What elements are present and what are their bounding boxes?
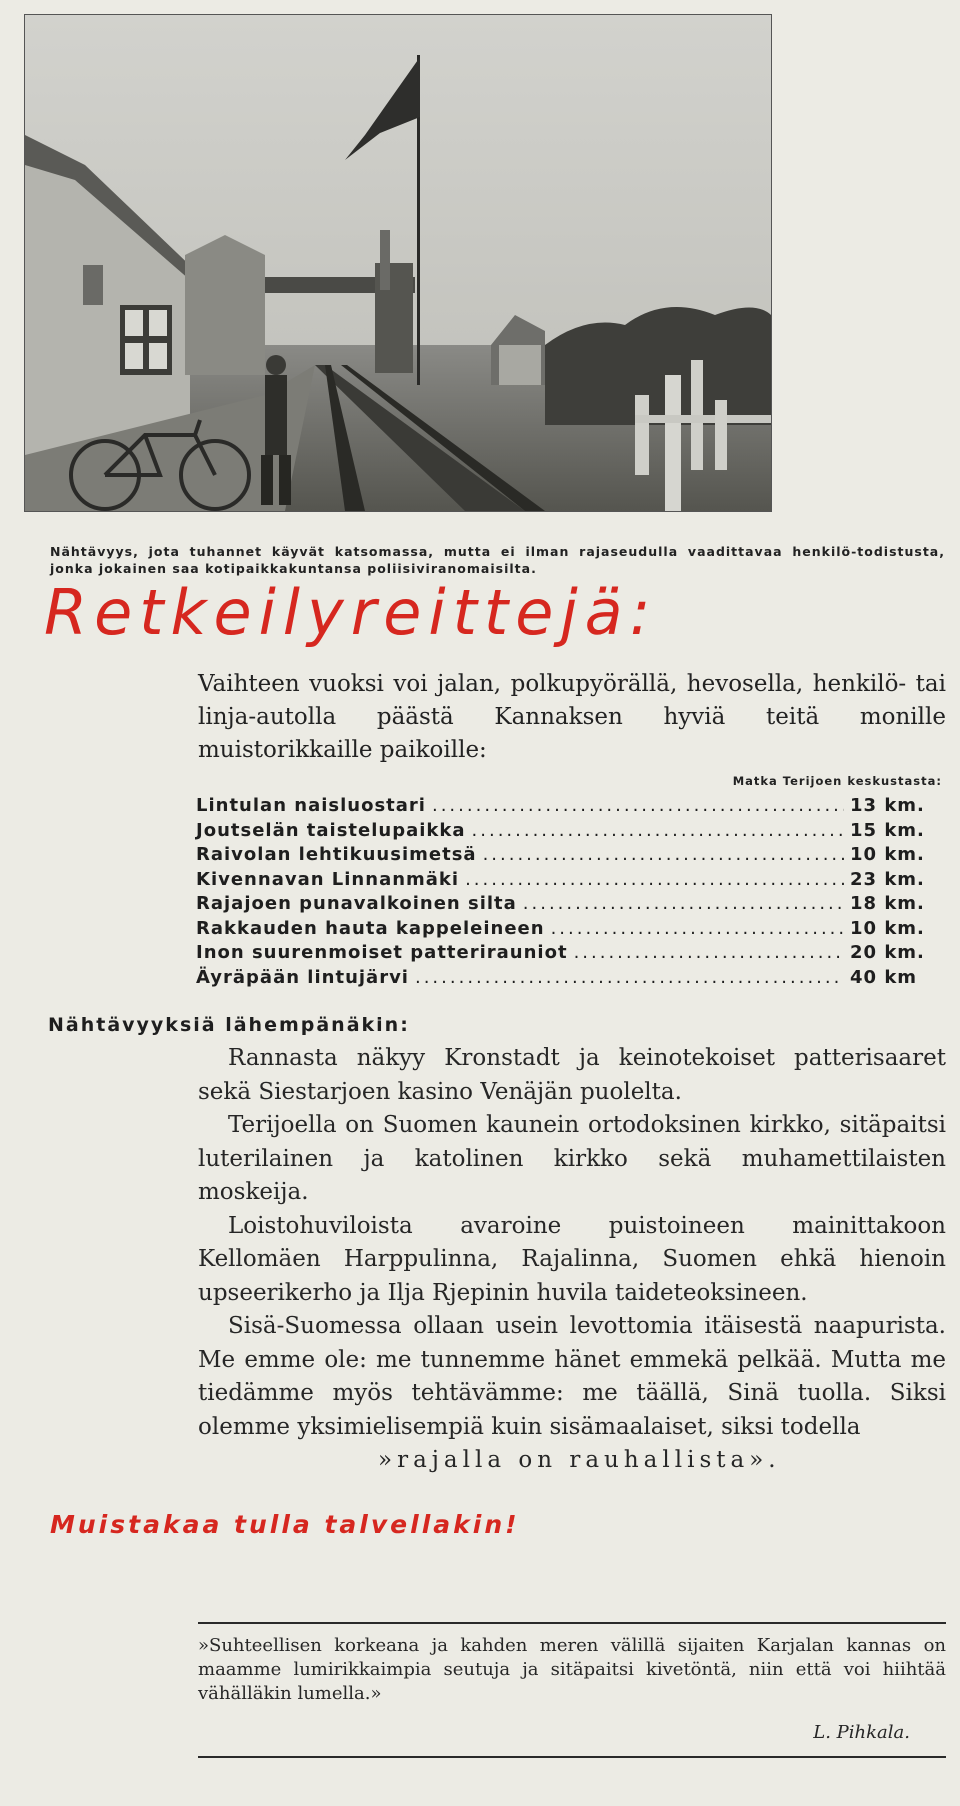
- sights-paragraph: Rannasta näkyy Kronstadt ja keinotekoiset patterisaaret sekä Siestarjoen kasino Venäjän puolelta.: [198, 1045, 946, 1105]
- route-item: [196, 820, 938, 845]
- sights-body: [198, 1042, 946, 1478]
- leader-dots: [415, 967, 844, 988]
- route-name: Joutselän taistelupaikka: [196, 819, 466, 841]
- route-name: Inon suurenmoiset patterirauniot: [196, 942, 568, 963]
- leader-dots: [574, 942, 844, 963]
- route-item: [196, 844, 938, 869]
- route-distance: 18 km.: [850, 893, 925, 914]
- distance-header: Matka Terijoen keskustasta:: [732, 774, 942, 788]
- leader-dots: [432, 795, 844, 816]
- route-item: [196, 795, 938, 820]
- route-list: [196, 795, 938, 991]
- route-item: [196, 918, 938, 943]
- route-item: [196, 893, 938, 918]
- route-item: [196, 967, 938, 992]
- route-distance: 20 km.: [850, 942, 925, 963]
- route-distance: 23 km.: [850, 868, 925, 890]
- route-item: [196, 869, 938, 894]
- route-distance: 10 km.: [850, 917, 925, 939]
- leader-dots: [465, 869, 844, 890]
- quote-author: L. Pihkala.: [813, 1722, 910, 1743]
- winter-slogan: Muistakaa tulla talvellakin!: [50, 1510, 520, 1539]
- leader-dots: [472, 820, 844, 841]
- sights-paragraph: Sisä-Suomessa ollaan usein levottomia itäisestä naapurista. Me emme ole: me tunnemme hänet emmekä pelkää. Mutta me tiedämme myös tehtävämme: me täällä, Sinä tuolla. Siksi olemme yksimielisempiä kuin sisämaalaiset, siksi todella: [198, 1313, 946, 1440]
- sights-paragraph: Loistohuviloista avaroine puistoineen mainittakoon Kellomäen Harppulinna, Rajalinna, Suomen ehkä hienoin upseerikerho ja Ilja Rjepinin huvila taideteoksineen.: [198, 1212, 946, 1306]
- leader-dots: [523, 893, 844, 914]
- border-station-photo: [24, 14, 772, 512]
- photo-illustration: [25, 15, 771, 511]
- route-name: Rakkauden hauta kappeleineen: [196, 917, 545, 939]
- divider-top: [198, 1622, 946, 1624]
- route-name: Raivolan lehtikuusimetsä: [196, 844, 477, 865]
- route-name: Lintulan naisluostari: [196, 795, 426, 816]
- sights-paragraph: Terijoella on Suomen kaunein ortodoksinen kirkko, sitäpaitsi luterilainen ja katolinen kirkko sekä muhamettilaisten moskeija.: [198, 1112, 946, 1205]
- leader-dots: [483, 844, 844, 865]
- route-distance: 15 km.: [850, 819, 925, 841]
- sights-subheading: Nähtävyyksiä lähempänäkin:: [48, 1014, 410, 1036]
- section-heading: Retkeilyreittejä:: [44, 576, 658, 649]
- route-name: Äyräpään lintujärvi: [196, 966, 409, 988]
- route-distance: 10 km.: [850, 844, 925, 865]
- leader-dots: [551, 918, 844, 939]
- intro-paragraph: Vaihteen vuoksi voi jalan, polkupyörällä, hevosella, henkilö- tai linja-autolla päästä Kannaksen hyviä teitä monille muistorikkaille paikoille:: [198, 671, 946, 763]
- motto-line: »rajalla on rauhallista».: [378, 1447, 781, 1473]
- route-name: Rajajoen punavalkoinen silta: [196, 893, 517, 914]
- pihkala-quote: »Suhteellisen korkeana ja kahden meren välillä sijaiten Karjalan kannas on maamme lumirikkaimpia seutuja ja sitäpaitsi kivetöntä, niin että voi hiihtää vähälläkin lumella.»: [198, 1635, 946, 1704]
- route-name: Kivennavan Linnanmäki: [196, 868, 460, 890]
- route-distance: 40 km: [850, 966, 918, 988]
- photo-caption: Nähtävyys, jota tuhannet käyvät katsomassa, mutta ei ilman rajaseudulla vaadittavaa henkilö-todistusta, jonka jokainen saa kotipaikkakuntansa poliisiviranomaisilta.: [50, 543, 945, 576]
- route-distance: 13 km.: [850, 795, 925, 816]
- divider-bottom: [198, 1756, 946, 1758]
- route-item: [196, 942, 938, 967]
